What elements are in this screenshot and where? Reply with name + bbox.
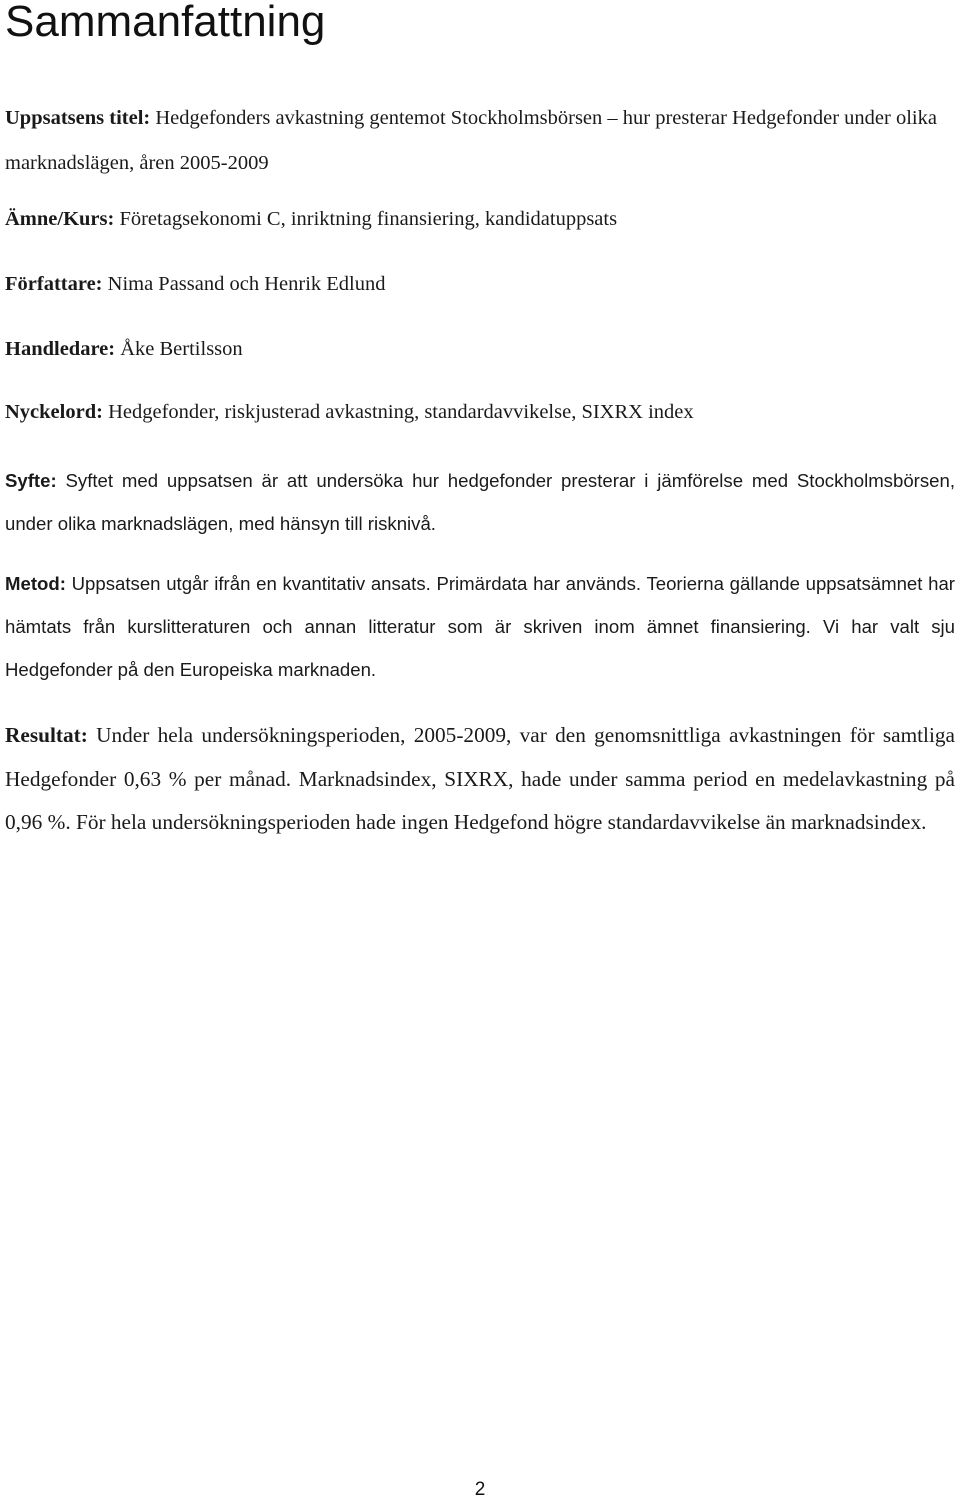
page-title: Sammanfattning [5,0,326,46]
method-value: Uppsatsen utgår ifrån en kvantitativ ansats. Primärdata har används. Teorierna gällande uppsatsämnet har hämtats från kurslitteraturen och annan litteratur som är skriven inom ämnet finansiering. Vi har valt sju Hedgefonder på den Europeiska marknaden. [5,573,955,680]
thesis-title-value: Hedgefonders avkastning gentemot Stockholmsbörsen – hur presterar Hedgefonder under olika marknadslägen, åren 2005-2009 [5,107,937,174]
supervisor-label: Handledare: [5,338,116,360]
purpose-value: Syftet med uppsatsen är att undersöka hur hedgefonder presterar i jämförelse med Stockholmsbörsen, under olika marknadslägen, med hänsyn till risknivå. [5,470,955,534]
thesis-title-label: Uppsatsens titel: [5,107,151,129]
thesis-title-field [5,96,955,186]
purpose-field [5,459,955,545]
purpose-label: Syfte: [5,470,57,491]
authors-label: Författare: [5,273,103,295]
results-field [5,714,955,845]
subject-value: Företagsekonomi C, inriktning finansiering, kandidatuppsats [119,208,618,230]
results-value: Under hela undersökningsperioden, 2005-2009, var den genomsnittliga avkastningen för samtliga Hedgefonder 0,63 % per månad. Marknadsindex, SIXRX, hade under samma period en medelavkastning på 0,96 %. För hela undersökningsperioden hade ingen Hedgefond högre standardavvikelse än marknadsindex. [5,723,955,834]
authors-field [5,270,955,298]
subject-label: Ämne/Kurs: [5,208,115,230]
supervisor-field [5,335,955,363]
keywords-label: Nyckelord: [5,401,103,423]
method-label: Metod: [5,573,66,594]
page-number: 2 [474,1479,486,1500]
method-field [5,562,955,691]
results-label: Resultat: [5,723,88,747]
subject-field [5,205,955,233]
authors-value: Nima Passand och Henrik Edlund [107,273,386,295]
keywords-value: Hedgefonder, riskjusterad avkastning, standardavvikelse, SIXRX index [108,401,694,423]
keywords-field [5,398,955,426]
supervisor-value: Åke Bertilsson [120,338,243,360]
